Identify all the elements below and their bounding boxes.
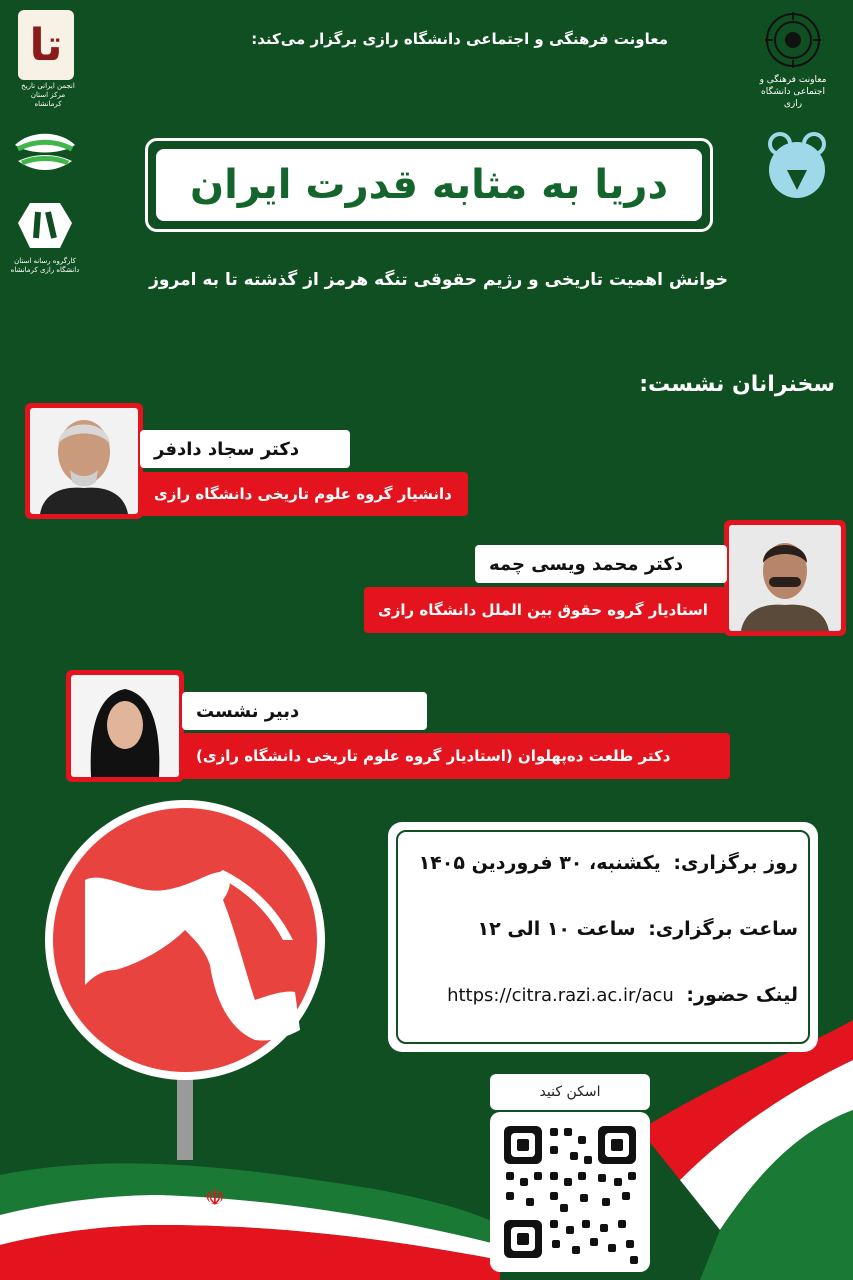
- qr-code-icon: [490, 1112, 650, 1272]
- speaker-1-name: دکتر سجاد دادفر: [140, 430, 350, 468]
- media-group-icon: [10, 198, 80, 253]
- speaker-1-role: دانشیار گروه علوم تاریخی دانشگاه رازی: [140, 472, 468, 516]
- event-subtitle: خوانش اهمیت تاریخی و رژیم حقوقی تنگه هرمز از گذشته تا به امروز: [149, 270, 728, 290]
- media-group-logo-text: کارگروه رسانه استان دانشگاه رازی کرمانشاه: [10, 257, 80, 274]
- speaker-1-photo: [30, 408, 138, 514]
- secretary-photo-frame: [66, 670, 184, 782]
- event-date-label: روز برگزاری:: [673, 852, 798, 874]
- svg-text:☫: ☫: [205, 1186, 225, 1211]
- scan-label: اسکن کنید: [490, 1074, 650, 1110]
- event-info-box: [388, 822, 818, 1052]
- event-date-row: [419, 852, 798, 874]
- event-title: دریا به مثابه قدرت ایران: [190, 162, 668, 208]
- event-time-label: ساعت برگزاری:: [648, 918, 798, 940]
- green-wave-logo: [10, 125, 80, 185]
- wave-logo-icon: [10, 125, 80, 185]
- iranian-history-association-logo: [18, 10, 78, 120]
- secretary-heading: دبیر نشست: [182, 692, 427, 730]
- qr-code[interactable]: [490, 1112, 650, 1272]
- speaker-2-role: استادیار گروه حقوق بین الملل دانشگاه رازی: [364, 587, 727, 633]
- speaker-1-photo-frame: [25, 403, 143, 519]
- history-association-right-logo: [762, 130, 832, 220]
- razi-culture-logo-text: معاونت فرهنگی و اجتماعی دانشگاه رازی: [759, 75, 827, 109]
- secretary-name-role: دکتر طلعت ده‌پهلوان (استادیار گروه علوم تاریخی دانشگاه رازی): [182, 733, 730, 779]
- speaker-2-name: دکتر محمد ویسی چمه: [475, 545, 727, 583]
- strait-of-hormuz-map-sign-icon: [45, 800, 327, 1160]
- media-group-logo: [10, 198, 80, 288]
- title-box: [145, 138, 713, 232]
- association-mark-icon: تا: [18, 10, 74, 80]
- event-link[interactable]: https://citra.razi.ac.ir/acu: [447, 985, 674, 1006]
- organizer-line: معاونت فرهنگی و اجتماعی دانشگاه رازی برگزار می‌کند:: [251, 30, 668, 48]
- ornament-icon: [758, 10, 828, 70]
- secretary-photo: [71, 675, 179, 777]
- speaker-2-photo: [729, 525, 841, 631]
- speakers-heading: سخنرانان نشست:: [639, 372, 835, 397]
- event-time-row: [478, 918, 798, 940]
- event-link-row: [447, 984, 798, 1006]
- ram-emblem-icon: [762, 130, 832, 210]
- event-link-label: لینک حضور:: [686, 984, 798, 1006]
- association-logo-text: انجمن ایرانی تاریخ مرکز استان کرمانشاه: [21, 82, 75, 108]
- razi-culture-logo: [758, 10, 828, 110]
- event-time-value: ساعت ۱۰ الی ۱۲: [477, 918, 636, 940]
- event-date-value: یکشنبه، ۳۰ فروردین ۱۴۰۵: [418, 852, 661, 874]
- speaker-2-photo-frame: [724, 520, 846, 636]
